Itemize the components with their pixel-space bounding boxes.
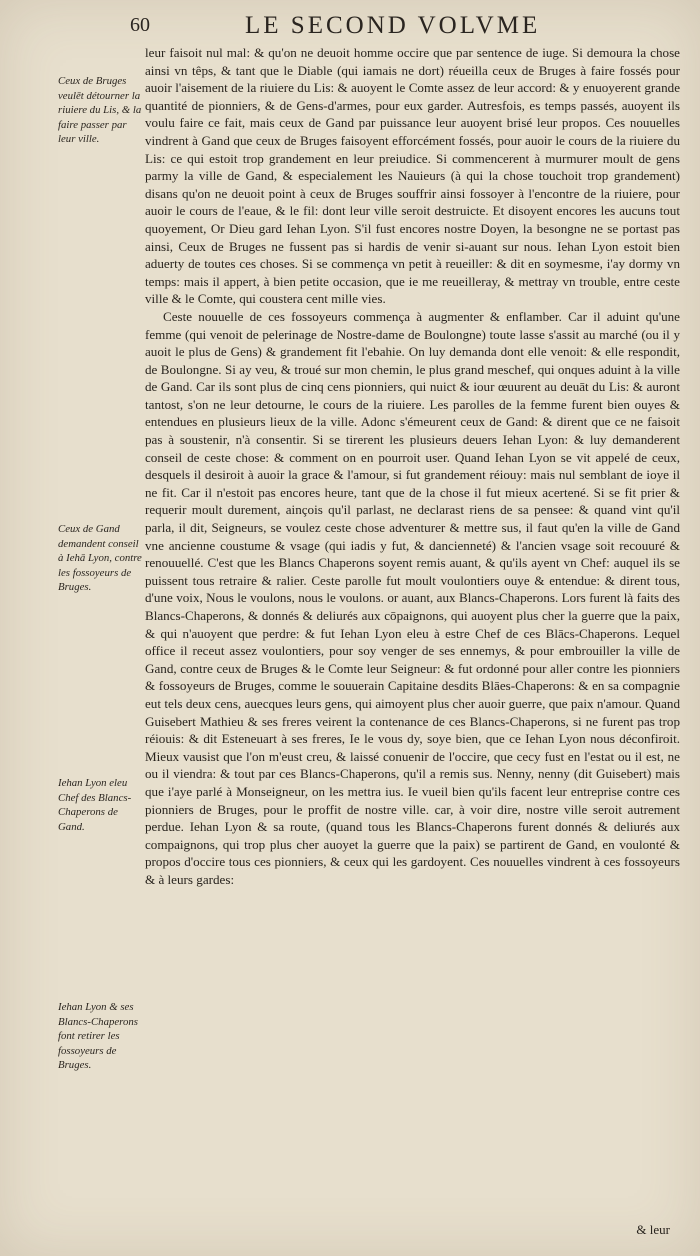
margin-note: Ceux de Bruges veulēt détourner la riuiere du Lis, & la faire passer par leur ville. xyxy=(58,75,142,145)
paragraph: Ceste nouuelle de ces fossoyeurs commença à augmenter & enflamber. Car il aduint qu'une femme (qui venoit de pelerinage de Nostre-dame de Boulongne) toute lasse s'assit au marché (ou il y auoit le plus de Gens) & grandement fit l'ebahie. On luy demanda dont elle venoit: & elle respondit, de Boulongne. Si ay veu, & troué sur mon chemin, le plus grand meschef, qui onques aduint à la ville de Gand. Car ils sont plus de cinq cens pionniers, qui nuict & iour œuurent au deuāt du Lis: & auront tantost, s'on ne leur detourne, le cours de la riuiere. Les parolles de la femme furent bien ouyes & entendues en plusieurs lieux de la ville. Adonc s'émeurent ceux de Gand: & dirent que ce ne faisoit pas à soustenir, n'à consentir. Si se tirerent les plusieurs deuers Iehan Lyon: & luy demanderent conseil de ceste chose: & comment on en pourroit user. Quand Iehan Lyon se vit appelé de ceux, desquels il desiroit à auoir la grace & l'amour, si fut grandement réiouy: mais nul semblant de ioye il ne fit. Car il n'estoit pas encores heure, tant que de la chose il fut mieux acertené. Si se fit prier & requerir moult durement, ainçois qu'il parlast, ne declarast riens de sa pensee: & quand vint qu'il parla, il dit, Seigneurs, se voulez ceste chose adventurer & mettre sus, il faut qu'en la ville de Gand vne ancienne coustume & vsage (qui iadis y fut, & dancienneté) & l'ancien vsage soit recouuré & renouuellé. C'est que les Blancs Chaperons soyent remis auant, & qu'ils ayent vn Chef: auquel ils se puissent tous retraire & ralier. Ceste parolle fut moult voulontiers ouye & entendue: & dirent tous, d'une voix, Nous le voulons, nous le voulons. or auant, aux Blancs-Chaperons. Lors furent là faits des Blancs-Chaperons, & donnés & deliurés aux cōpaignons, qui auoyent plus cher la guerre que la paix, & qui n'auoyent que perdre: & fut Iehan Lyon eleu à estre Chef de ces Blācs-Chaperons. Lequel office il receut assez voulontiers, pour soy venger de ses ennemys, & pour embrouiller la ville de Gand, contre ceux de Bruges & le Comte leur Seigneur: & fut ordonné pour aller contre les pionniers & fossoyeurs de Bruges, comme le souuerain Capitaine desdits Blāes-Chaperons: & en sa compagnie eut tels deux cens, auecques leurs gens, qui aimoyent plus cher auoir guerre, que paix n'amour. Quand Guisebert Mathieu & ses freres veirent la contenance de ces Blancs-Chaperons, si ne furent pas trop réiouis: & dit Esteneuart à ses freres, Ie le vous dy, soye bien, que ce Iehan Lyon nous déconfiroit. Mieux vausist que l'on m'eust creu, & laissé conuenir de l'occire, que cecy fust en l'estat ou il est, ne ou il viendra: & tout par ces Blancs-Chaperons, qu'il a remis sus. Nenny, nenny (dit Guisebert) mais que i'aye parlé à Monseigneur, on les mettra ius. Ie vueil bien qu'ils facent leur entreprise contre ces pionniers de Bruges, pour le proffit de nostre ville. car, à voir dire, nostre ville seroit autrement perdue. Iehan Lyon & sa route, (quand tous les Blancs-Chaperons furent donnés & deliurés aux compaignons, qui trop plus cher auoyet la guerre que la paix) se partirent de Gand, en voulonté & propos d'occire tous ces pionniers, & ceux qui les gardoyent. Ces nouuelles vindrent à ces fossoyeurs & à leurs gardes: xyxy=(145,308,680,887)
body-text xyxy=(145,44,680,889)
page-number: 60 xyxy=(130,14,150,36)
margin-note: Ceux de Gand demandent conseil à Iehā Lyon, contre les fossoyeurs de Bruges. xyxy=(58,523,142,593)
catchword: & leur xyxy=(636,1222,670,1237)
margin-note: Iehan Lyon & ses Blancs-Chaperons font retirer les fossoyeurs de Bruges. xyxy=(58,1001,138,1071)
running-head xyxy=(0,14,700,42)
margin-note: Iehan Lyon eleu Chef des Blancs-Chaperons de Gand. xyxy=(58,777,132,833)
paragraph: leur faisoit nul mal: & qu'on ne deuoit homme occire que par sentence de iuge. Si demoura la chose ainsi vn têps, & tant que le Diable (qui iamais ne dort) réueilla ceux de Bruges à faire fossés pour auoir l'aisement de la riuiere du Lis: & auoyent le Comte assez de leur accord: & y enuoyerent grande quantité de pionniers, & de Gens-d'armes, pour eux garder. Autresfois, es temps passés, auoyent ils voulu faire ce fait, mais ceux de Gand par puissance leur auoyent brisé leur propos. Ces nouuelles vindrent à Gand que ceux de Bruges faisoyent efforcément fossés, pour auoir le cours de la riuiere du Lis: ce qui estoit trop grandement en leur preiudice. Si commencerent à murmurer moult de gens parmy la ville de Gand, & especialement les Nauieurs (à qui la chose touchoit trop grandement) disans qu'on ne deuoit point à ceux de Bruges souffrir ainsi fossoyer à l'encontre de la riuiere, pour auoir le cours de l'eaue, & le fil: dont leur ville seroit destruicte. Et disoyent encores les aucuns tout quoyement, Or Dieu gard Iehan Lyon. S'il fust encores nostre Doyen, la besongne ne se portast pas ainsi, Ceux de Bruges ne fussent pas si hardis de venir si-auant sur nous. Iehan Lyon estoit bien aduerty de toutes ces choses. Si se commença vn petit à reueiller: & dit en soymesme, i'ay dormy vn temps: mais il appert, à bien petite occasion, que ie me reueilleray, & mettray vn trouble, entre ceste ville & le Comte, qui coustera cent mille vies. xyxy=(145,45,680,307)
running-title: LE SECOND VOLVME xyxy=(245,12,541,39)
